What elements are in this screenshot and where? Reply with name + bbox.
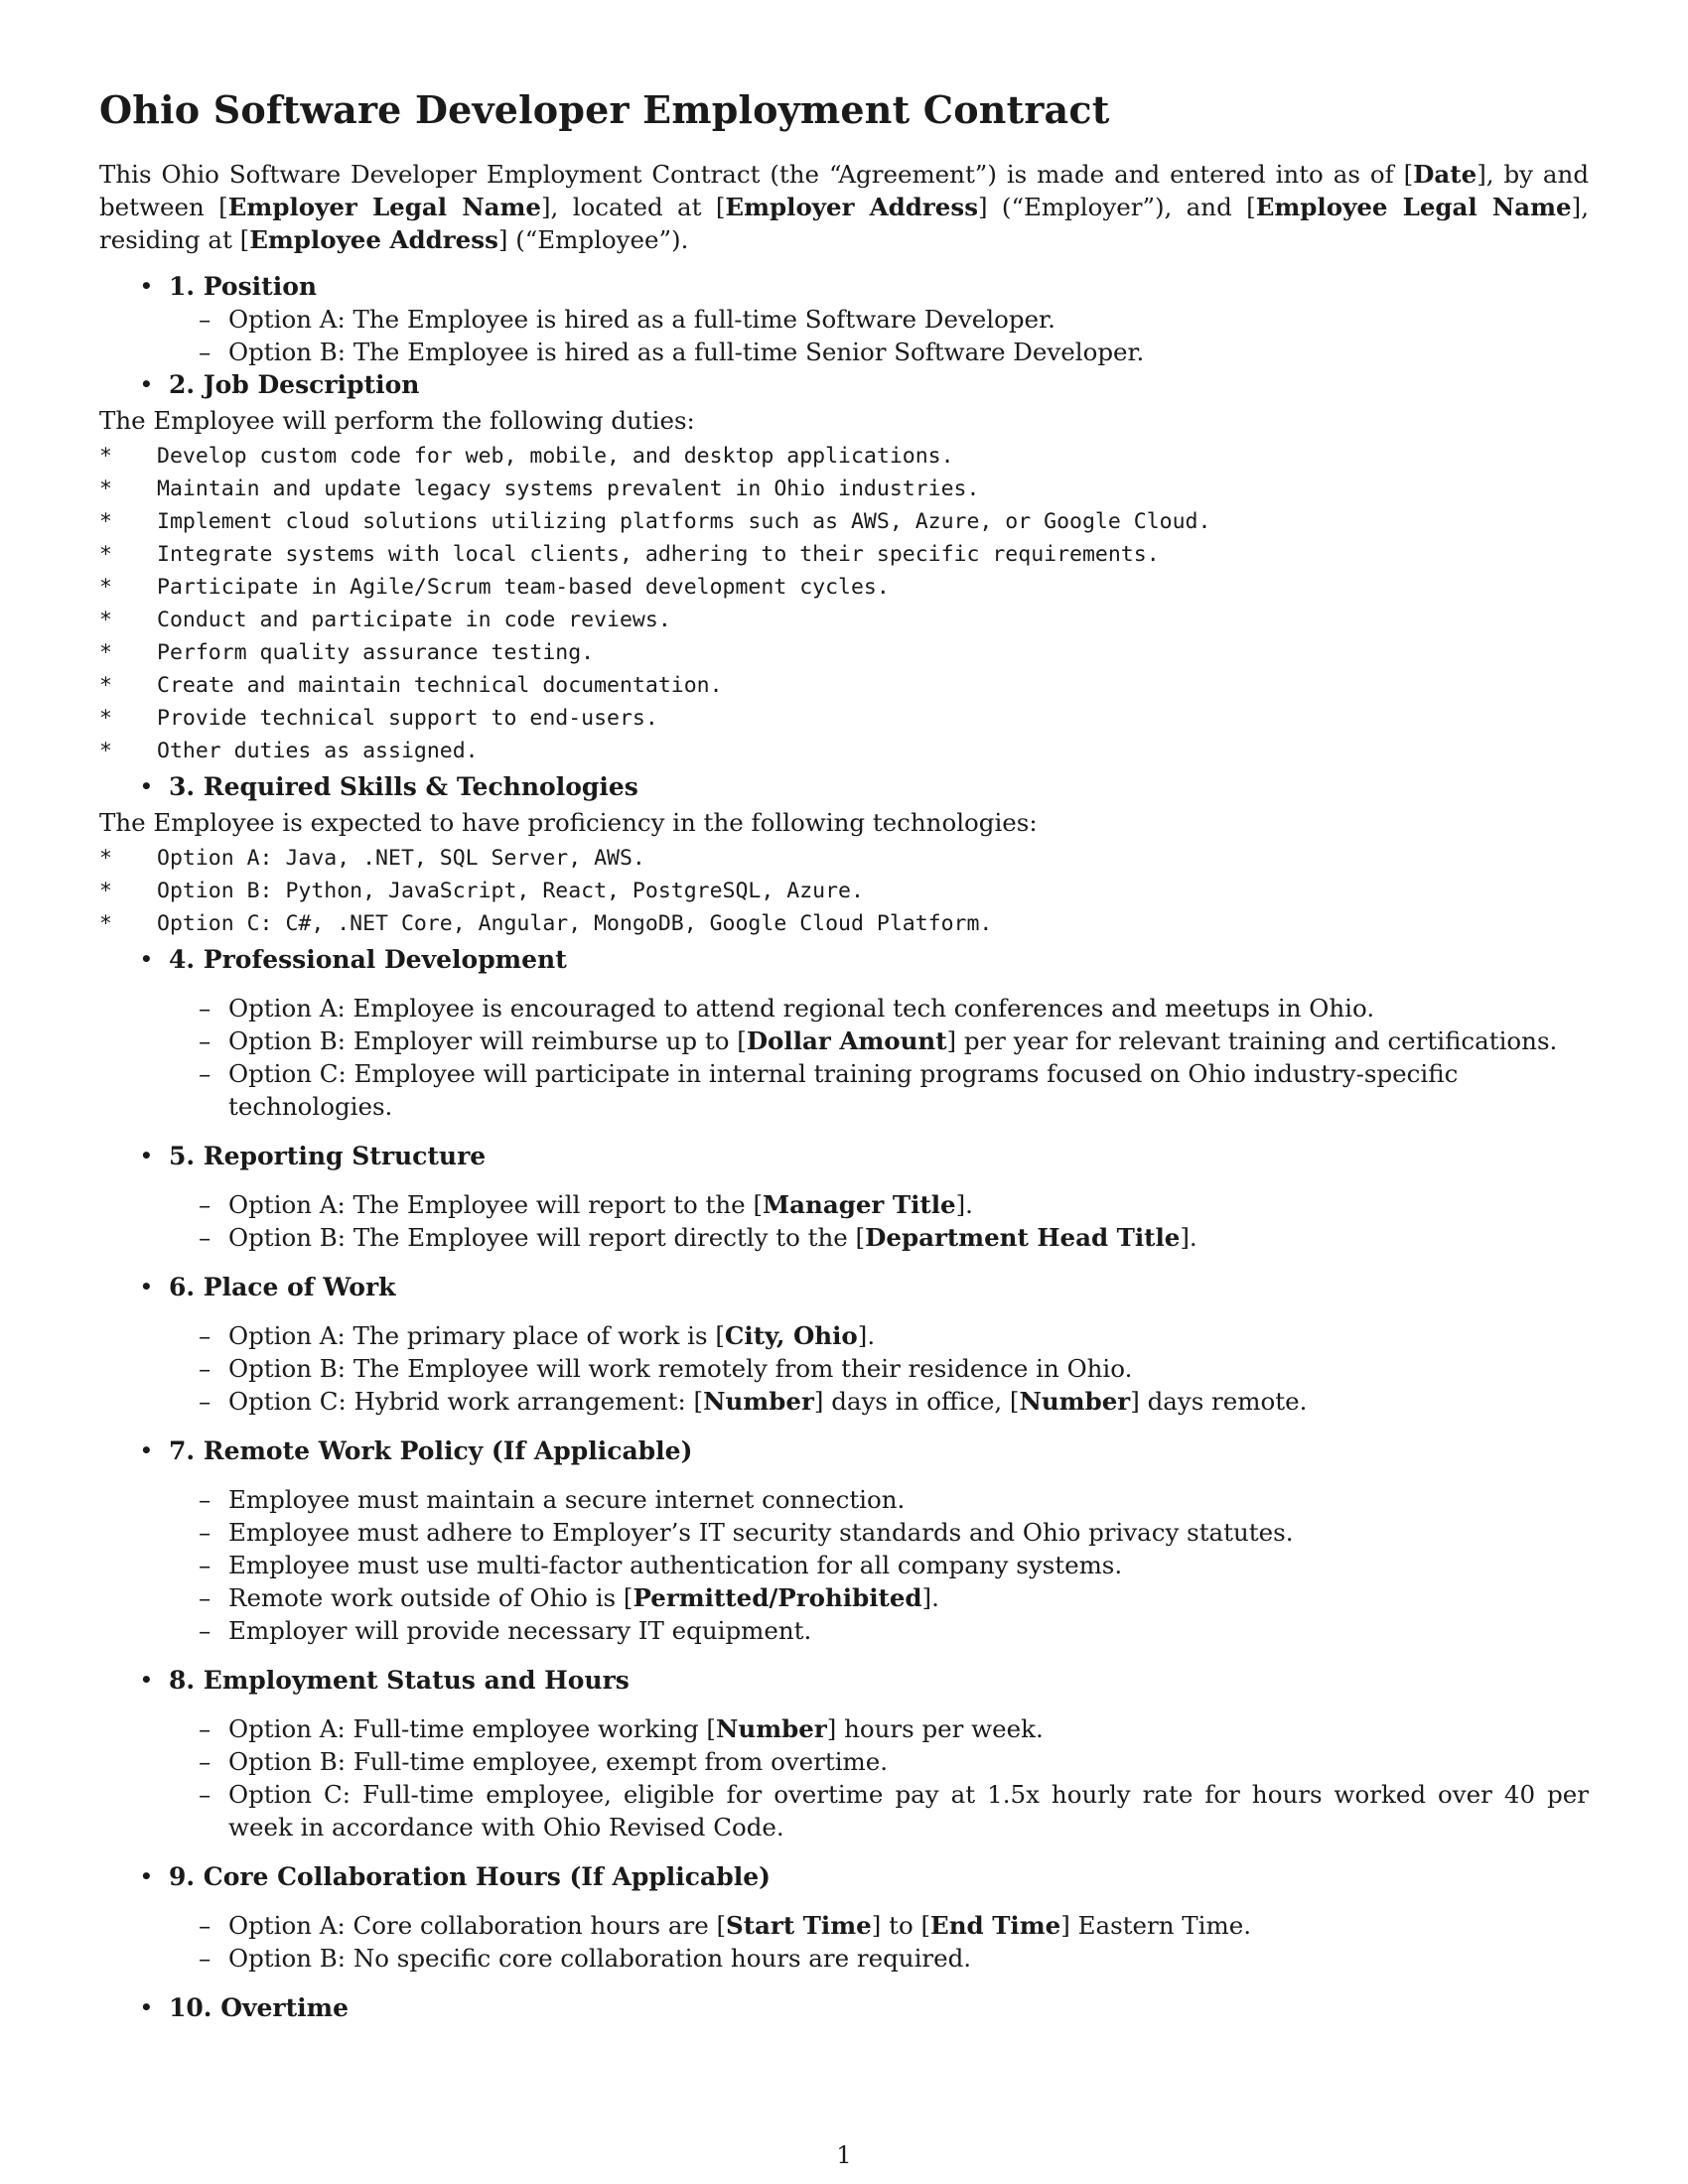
employer-name-placeholder: Employer Legal Name (227, 193, 541, 221)
section-5-heading: • 5. Reporting Structure (140, 1142, 487, 1170)
list-item: – Option B: The Employee is hired as a full-time Senior Software Developer. (199, 338, 1145, 366)
list-item: * Option A: Java, .NET, SQL Server, AWS. (99, 846, 645, 871)
section-2-lead: The Employee will perform the following duties: (99, 406, 695, 435)
employer-address-placeholder: Employer Address (725, 193, 978, 221)
list-item: * Option C: C#, .NET Core, Angular, MongoDB, Google Cloud Platform. (99, 911, 993, 936)
list-item: * Develop custom code for web, mobile, and desktop applications. (99, 444, 954, 469)
list-item: * Participate in Agile/Scrum team-based development cycles. (99, 575, 890, 600)
list-item: – Remote work outside of Ohio is [Permitted/Prohibited]. (199, 1583, 939, 1612)
section-3-lead: The Employee is expected to have proficiency in the following technologies: (99, 808, 1038, 837)
section-6-heading: • 6. Place of Work (140, 1273, 396, 1301)
section-10-heading: • 10. Overtime (140, 1993, 349, 2022)
page-number: 1 (836, 2141, 852, 2169)
list-item: – Option A: Full-time employee working [Number] hours per week. (199, 1714, 1044, 1743)
page-title: Ohio Software Developer Employment Contract (99, 87, 1110, 132)
list-item: – Employer will provide necessary IT equipment. (199, 1616, 812, 1645)
list-item: – Option B: Employer will reimburse up to [Dollar Amount] per year for relevant training and certifications. (199, 1026, 1558, 1055)
employee-name-placeholder: Employee Legal Name (1255, 193, 1572, 221)
section-7-heading: • 7. Remote Work Policy (If Applicable) (140, 1436, 693, 1465)
list-item: * Other duties as assigned. (99, 739, 479, 763)
section-3-heading: • 3. Required Skills & Technologies (140, 772, 638, 801)
list-item: – Option A: Employee is encouraged to attend regional tech conferences and meetups in Ohio. (199, 994, 1375, 1023)
list-item: – Option C: Employee will participate in internal training programs focused on Ohio industry-specific technologies. (199, 1059, 1459, 1121)
section-2-heading: • 2. Job Description (140, 370, 420, 399)
list-item: – Option C: Full-time employee, eligible for overtime pay at 1.5x hourly rate for hours worked over 40 per week in accordance with Ohio Revised Code. (199, 1780, 1589, 1842)
list-item: – Option B: The Employee will work remotely from their residence in Ohio. (199, 1354, 1133, 1383)
list-item: * Conduct and participate in code reviews. (99, 608, 671, 632)
list-item: – Employee must use multi-factor authentication for all company systems. (199, 1551, 1123, 1579)
list-item: – Employee must adhere to Employer’s IT security standards and Ohio privacy statutes. (199, 1518, 1294, 1547)
list-item: – Option A: The Employee is hired as a full-time Software Developer. (199, 305, 1055, 334)
list-item: – Option A: Core collaboration hours are [Start Time] to [End Time] Eastern Time. (199, 1911, 1251, 1940)
list-item: – Option A: The Employee will report to the [Manager Title]. (199, 1190, 973, 1219)
section-8-heading: • 8. Employment Status and Hours (140, 1666, 630, 1695)
list-item: * Perform quality assurance testing. (99, 640, 595, 665)
list-item: – Option C: Hybrid work arrangement: [Number] days in office, [Number] days remote. (199, 1387, 1308, 1416)
list-item: * Integrate systems with local clients, adhering to their specific requirements. (99, 542, 1160, 567)
list-item: * Maintain and update legacy systems prevalent in Ohio industries. (99, 477, 980, 501)
section-4-heading: • 4. Professional Development (140, 945, 567, 974)
list-item: – Option A: The primary place of work is [City, Ohio]. (199, 1321, 876, 1350)
date-placeholder: Date (1413, 160, 1477, 189)
document-page (99, 87, 1589, 2024)
list-item: – Option B: The Employee will report directly to the [Department Head Title]. (199, 1223, 1197, 1252)
intro-paragraph: This Ohio Software Developer Employment Contract (the “Agreement”) is made and entered into as of [Date], by and between [Employer Legal Name], located at [Employer Address] (“Employer”), and [Employee Legal Name], residing at [Employee Address] (“Employee”). (99, 160, 1589, 254)
list-item: – Option B: Full-time employee, exempt from overtime. (199, 1747, 889, 1776)
section-9-heading: • 9. Core Collaboration Hours (If Applicable) (140, 1862, 771, 1891)
list-item: – Option B: No specific core collaboration hours are required. (199, 1944, 972, 1973)
list-item: * Provide technical support to end-users. (99, 706, 658, 731)
employee-address-placeholder: Employee Address (249, 225, 498, 254)
list-item: * Implement cloud solutions utilizing platforms such as AWS, Azure, or Google Cloud. (99, 509, 1211, 534)
section-1-heading: • 1. Position (140, 272, 318, 301)
list-item: * Create and maintain technical documentation. (99, 673, 723, 698)
list-item: * Option B: Python, JavaScript, React, PostgreSQL, Azure. (99, 879, 864, 903)
list-item: – Employee must maintain a secure internet connection. (199, 1485, 906, 1514)
